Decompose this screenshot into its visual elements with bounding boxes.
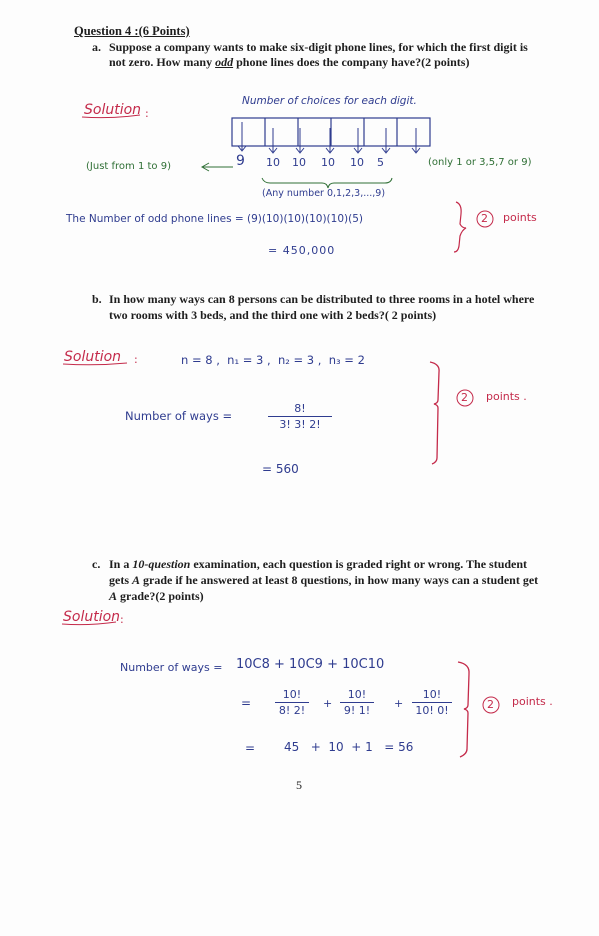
first-digit-note: (Just from 1 to 9) xyxy=(86,161,171,172)
points-c-number: 2 xyxy=(487,698,494,711)
solution-c-combos: 10C8 + 10C9 + 10C10 xyxy=(236,657,385,672)
part-c-line1-post: examination, each question is graded right or wrong. The student xyxy=(190,557,528,571)
part-b-label: b. xyxy=(92,292,102,306)
solution-b-label: Solution xyxy=(64,349,122,365)
solution-b-fraction xyxy=(268,402,332,431)
odd-lines-result: = 450,000 xyxy=(268,244,336,257)
solution-a-label: Solution xyxy=(84,102,142,118)
solution-b-givens: n = 8 , n₁ = 3 , n₂ = 3 , n₃ = 2 xyxy=(181,353,365,367)
solution-c-eq3: = xyxy=(245,741,256,755)
solution-c-frac2 xyxy=(340,688,374,717)
solution-c-frac2-num: 10! xyxy=(340,688,374,703)
solution-c-frac1-num: 10! xyxy=(275,688,309,703)
part-c-ten-question: 10-question xyxy=(132,557,191,571)
solution-b-ways-label: Number of ways = xyxy=(125,409,233,423)
solution-c-frac3-den: 10! 0! xyxy=(415,704,449,717)
solution-a-colon: : xyxy=(145,107,149,120)
points-c-word: points . xyxy=(512,695,553,708)
solution-c-sum: 45 + 10 + 1 = 56 xyxy=(284,740,414,754)
solution-b-bracket xyxy=(430,362,439,464)
solution-c-frac3-num: 10! xyxy=(412,688,452,703)
solution-c-bracket xyxy=(458,662,469,757)
odd-lines-formula: The Number of odd phone lines = (9)(10)(10)(10)(10)(5) xyxy=(66,213,363,225)
part-a-line2-pre: not zero. How many xyxy=(109,55,216,69)
part-a-line2-post: phone lines does the company have?(2 points) xyxy=(233,55,470,69)
part-c-line2-post: grade if he answered at least 8 questions, in how many ways can a student get xyxy=(140,573,539,587)
question-title: Question 4 :(6 Points) xyxy=(74,24,190,38)
part-c-grade-a-2: A xyxy=(109,589,118,603)
solution-c-ways-label: Number of ways = xyxy=(120,661,223,674)
solution-c-frac3 xyxy=(412,688,452,717)
solution-c-label: Solution xyxy=(63,609,121,625)
digit-2: 10 xyxy=(266,156,280,169)
digit-1: 9 xyxy=(236,153,245,169)
solution-b-numerator: 8! xyxy=(268,402,332,417)
digit-boxes xyxy=(232,118,430,146)
solution-c-plus1: + xyxy=(323,697,333,710)
part-b-line2: two rooms with 3 beds, and the third one with 2 beds?( 2 points) xyxy=(109,308,437,322)
digit-5: 10 xyxy=(350,156,364,169)
solution-b-result: = 560 xyxy=(262,462,299,476)
part-b-line1: In how many ways can 8 persons can be distributed to three rooms in a hotel where xyxy=(109,292,535,306)
digit-4: 10 xyxy=(321,156,335,169)
choices-header: Number of choices for each digit. xyxy=(242,95,417,107)
points-a-number: 2 xyxy=(481,212,488,225)
solution-c-colon: : xyxy=(120,613,124,626)
digit-6: 5 xyxy=(377,156,384,169)
part-a-line1: Suppose a company wants to make six-digit phone lines, for which the first digit is xyxy=(109,40,528,54)
digit-3: 10 xyxy=(292,156,306,169)
part-a-odd-emphasis: odd xyxy=(215,55,234,69)
first-digit-note-arrow xyxy=(202,163,233,171)
part-c-grade-a: A xyxy=(132,573,141,587)
solution-a-brace xyxy=(454,202,466,252)
solution-c-frac1-den: 8! 2! xyxy=(278,704,306,717)
solution-b-denominator: 3! 3! 2! xyxy=(279,418,321,431)
last-digit-note: (only 1 or 3,5,7 or 9) xyxy=(428,157,532,168)
part-a-label: a. xyxy=(92,40,101,54)
points-b-number: 2 xyxy=(461,391,468,404)
solution-c-eq2: = xyxy=(241,696,252,710)
solution-b-colon: : xyxy=(134,353,138,366)
page-number: 5 xyxy=(296,778,302,792)
part-c-line2-pre: gets xyxy=(109,573,132,587)
part-c-line3-post: grade?(2 points) xyxy=(117,589,204,603)
solution-c-plus2: + xyxy=(394,697,404,710)
solution-c-frac2-den: 9! 1! xyxy=(343,704,371,717)
part-c-label: c. xyxy=(92,557,101,571)
part-c-line1-pre: In a xyxy=(109,557,133,571)
points-b-word: points . xyxy=(486,390,527,403)
solution-c-frac1 xyxy=(275,688,309,717)
middle-digits-note: (Any number 0,1,2,3,...,9) xyxy=(262,188,386,199)
points-a-word: points xyxy=(503,211,537,224)
